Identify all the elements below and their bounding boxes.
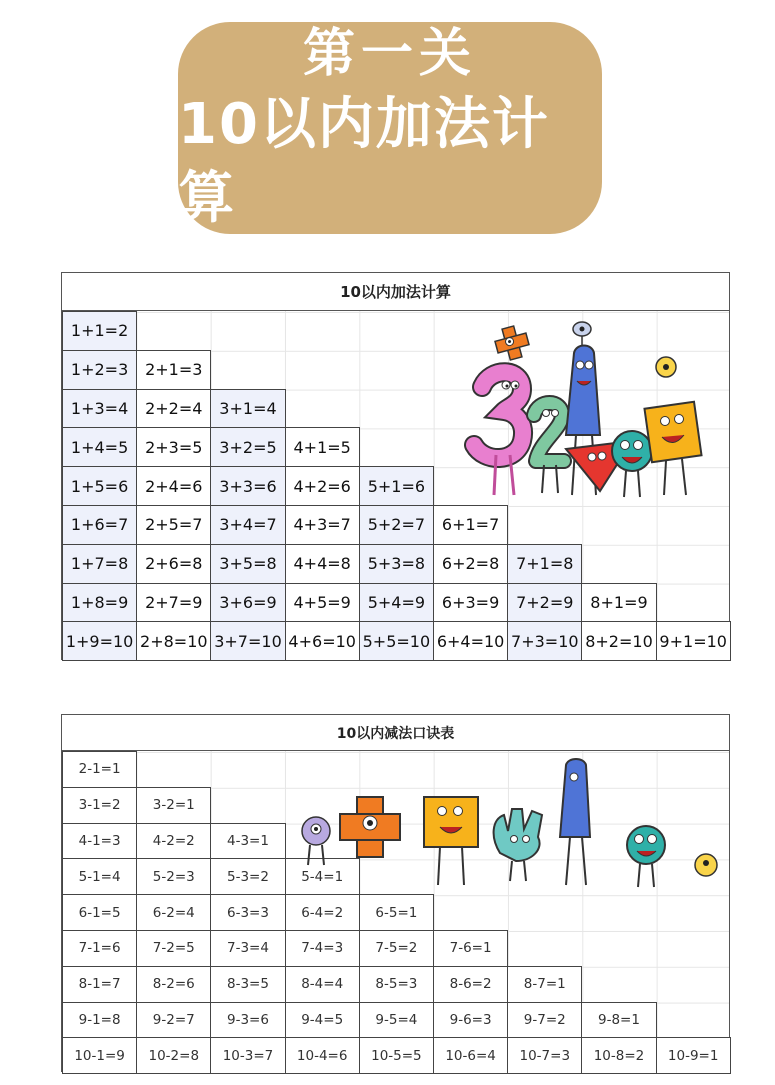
equation-cell: 6+1=7: [433, 505, 508, 545]
equation-cell: 3-1=2: [62, 787, 137, 824]
equation-cell: 9-8=1: [581, 1002, 656, 1039]
equation-cell: 4-1=3: [62, 823, 137, 860]
equation-cell: 4+3=7: [285, 505, 360, 545]
equation-cell: 7-1=6: [62, 930, 137, 967]
equation-cell: 9-5=4: [359, 1002, 434, 1039]
equation-cell: 10-5=5: [359, 1037, 434, 1074]
equation-cell: 8-6=2: [433, 966, 508, 1003]
cartoon-shape-characters-illustration: [294, 753, 730, 893]
equation-cell: 4+5=9: [285, 583, 360, 623]
equation-cell: 3+2=5: [210, 427, 285, 467]
equation-cell: 1+2=3: [62, 350, 137, 390]
equation-cell: 2+5=7: [136, 505, 211, 545]
equation-cell: 8+2=10: [581, 621, 656, 661]
equation-cell: 4+4=8: [285, 544, 360, 584]
equation-cell: 10-1=9: [62, 1037, 137, 1074]
equation-cell: 3+1=4: [210, 389, 285, 429]
equation-cell: 4+6=10: [285, 621, 360, 661]
equation-cell: 7-2=5: [136, 930, 211, 967]
equation-cell: 5+2=7: [359, 505, 434, 545]
equation-cell: 7-6=1: [433, 930, 508, 967]
equation-cell: 3+3=6: [210, 466, 285, 506]
equation-cell: 4-2=2: [136, 823, 211, 860]
equation-cell: 6+3=9: [433, 583, 508, 623]
equation-cell: 1+4=5: [62, 427, 137, 467]
equation-cell: 7-5=2: [359, 930, 434, 967]
equation-cell: 10-8=2: [581, 1037, 656, 1074]
equation-cell: 9-2=7: [136, 1002, 211, 1039]
equation-cell: 9-3=6: [210, 1002, 285, 1039]
subtraction-table: [61, 714, 730, 1072]
equation-cell: 5-3=2: [210, 858, 285, 895]
equation-cell: 5+1=6: [359, 466, 434, 506]
equation-cell: 4-3=1: [210, 823, 285, 860]
equation-cell: 10-6=4: [433, 1037, 508, 1074]
cartoon-number-characters-illustration: [460, 315, 730, 505]
equation-cell: 1+7=8: [62, 544, 137, 584]
equation-cell: 7+1=8: [507, 544, 582, 584]
equation-cell: 2+2=4: [136, 389, 211, 429]
equation-cell: 5-1=4: [62, 858, 137, 895]
equation-cell: 2+4=6: [136, 466, 211, 506]
equation-cell: 8-7=1: [507, 966, 582, 1003]
equation-cell: 5+4=9: [359, 583, 434, 623]
equation-cell: 1+5=6: [62, 466, 137, 506]
level-subtitle: 10以内加法计算: [178, 92, 550, 231]
equation-cell: 10-4=6: [285, 1037, 360, 1074]
equation-cell: 2-1=1: [62, 751, 137, 788]
equation-cell: 8-1=7: [62, 966, 137, 1003]
equation-cell: 3+5=8: [210, 544, 285, 584]
equation-cell: 8+1=9: [581, 583, 656, 623]
equation-cell: 2+1=3: [136, 350, 211, 390]
equation-cell: 6-5=1: [359, 894, 434, 931]
equation-cell: 1+9=10: [62, 621, 137, 661]
equation-cell: 9-6=3: [433, 1002, 508, 1039]
equation-cell: 10-3=7: [210, 1037, 285, 1074]
equation-cell: 10-9=1: [656, 1037, 731, 1074]
equation-cell: 6+4=10: [433, 621, 508, 661]
equation-cell: 6+2=8: [433, 544, 508, 584]
equation-cell: 10-7=3: [507, 1037, 582, 1074]
equation-cell: 7-4=3: [285, 930, 360, 967]
equation-cell: 9-4=5: [285, 1002, 360, 1039]
equation-cell: 5-2=3: [136, 858, 211, 895]
equation-cell: 6-2=4: [136, 894, 211, 931]
equation-cell: 1+1=2: [62, 311, 137, 351]
equation-cell: 2+3=5: [136, 427, 211, 467]
equation-cell: 3+4=7: [210, 505, 285, 545]
equation-cell: 2+6=8: [136, 544, 211, 584]
equation-cell: 8-5=3: [359, 966, 434, 1003]
equation-cell: 5-4=1: [285, 858, 360, 895]
equation-cell: 8-4=4: [285, 966, 360, 1003]
equation-cell: 3+7=10: [210, 621, 285, 661]
addition-table: [61, 272, 730, 660]
equation-cell: 9-7=2: [507, 1002, 582, 1039]
equation-cell: 3+6=9: [210, 583, 285, 623]
equation-cell: 2+7=9: [136, 583, 211, 623]
equation-cell: 7+2=9: [507, 583, 582, 623]
equation-cell: 5+3=8: [359, 544, 434, 584]
equation-cell: 8-3=5: [210, 966, 285, 1003]
equation-cell: 10-2=8: [136, 1037, 211, 1074]
equation-cell: 6-1=5: [62, 894, 137, 931]
subtraction-table-title: 10以内减法口诀表: [62, 715, 729, 751]
equation-cell: 5+5=10: [359, 621, 434, 661]
equation-cell: 7+3=10: [507, 621, 582, 661]
equation-cell: 1+8=9: [62, 583, 137, 623]
equation-cell: 2+8=10: [136, 621, 211, 661]
equation-cell: 4+1=5: [285, 427, 360, 467]
equation-cell: 6-4=2: [285, 894, 360, 931]
addition-table-title: 10以内加法计算: [62, 273, 729, 311]
equation-cell: 8-2=6: [136, 966, 211, 1003]
equation-cell: 3-2=1: [136, 787, 211, 824]
equation-cell: 9-1=8: [62, 1002, 137, 1039]
equation-cell: 9+1=10: [656, 621, 731, 661]
equation-cell: 7-3=4: [210, 930, 285, 967]
equation-cell: 6-3=3: [210, 894, 285, 931]
level-title: 第一关: [302, 24, 477, 84]
equation-cell: 1+6=7: [62, 505, 137, 545]
equation-cell: 4+2=6: [285, 466, 360, 506]
equation-cell: 1+3=4: [62, 389, 137, 429]
level-banner: [178, 22, 602, 234]
